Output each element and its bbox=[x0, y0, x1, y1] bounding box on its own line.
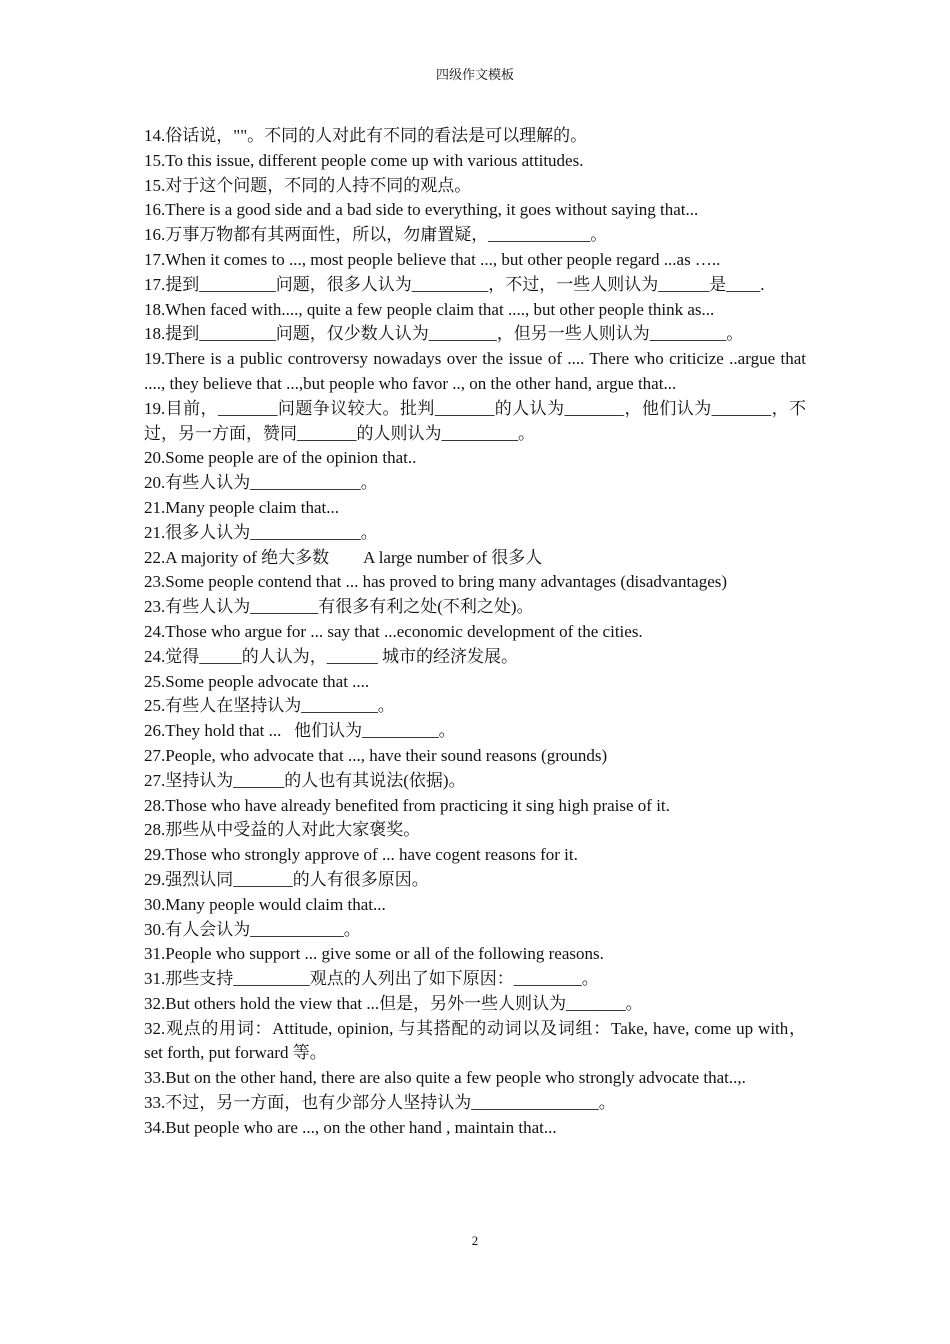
text-line: 31.People who support ... give some or all of the following reasons. bbox=[144, 944, 604, 964]
text-line: 25.Some people advocate that .... bbox=[144, 671, 370, 691]
text-line: 27.坚持认为______的人也有其说法(依据)。 bbox=[144, 770, 466, 790]
text-line: 19.目前，_______问题争议较大。批判_______的人认为_______，他们认为_______，不过，另一方面，赞同_______的人则认为_________。 bbox=[144, 398, 806, 443]
page-number: 2 bbox=[471, 1233, 479, 1248]
text-line: 30.Many people would claim that... bbox=[144, 894, 386, 914]
text-line: 32.观点的用词：Attitude, opinion, 与其搭配的动词以及词组：Take, have, come up with，set forth, put forward 等。 bbox=[144, 1018, 806, 1063]
text-line: 18.When faced with...., quite a few people claim that ...., but other people think as... bbox=[144, 299, 715, 319]
text-line: 24.觉得_____的人认为，______ 城市的经济发展。 bbox=[144, 646, 518, 666]
text-line: 31.那些支持_________观点的人列出了如下原因：________。 bbox=[144, 969, 599, 989]
text-line: 24.Those who argue for ... say that ...economic development of the cities. bbox=[144, 621, 643, 641]
page-header-title: 四级作文模板 bbox=[435, 67, 514, 82]
text-line: 21.Many people claim that... bbox=[144, 497, 339, 517]
text-line: 23.有些人认为________有很多有利之处(不利之处)。 bbox=[144, 597, 534, 617]
text-line: 33.But on the other hand, there are also quite a few people who strongly advocate that..,. bbox=[144, 1068, 746, 1088]
text-line: 33.不过，另一方面，也有少部分人坚持认为_______________。 bbox=[144, 1093, 616, 1113]
text-line: 19.There is a public controversy nowadays over the issue of .... There who criticize ..argue that ...., they believe that ...,but people who favor .., on the other hand, argue that... bbox=[144, 349, 806, 393]
text-line: 15.To this issue, different people come up with various attitudes. bbox=[144, 150, 584, 170]
text-line: 34.But people who are ..., on the other hand , maintain that... bbox=[144, 1117, 557, 1137]
text-line: 16.万事万物都有其两面性，所以，勿庸置疑，____________。 bbox=[144, 225, 608, 245]
text-line: 17.提到_________问题，很多人认为_________，不过，一些人则认为______是____. bbox=[144, 274, 765, 294]
text-line: 30.有人会认为___________。 bbox=[144, 919, 361, 939]
text-line: 20.有些人认为_____________。 bbox=[144, 473, 378, 493]
text-line: 25.有些人在坚持认为_________。 bbox=[144, 696, 395, 716]
text-line: 28.那些从中受益的人对此大家褒奖。 bbox=[144, 820, 421, 840]
text-line: 27.People, who advocate that ..., have their sound reasons (grounds) bbox=[144, 745, 608, 765]
text-line: 17.When it comes to ..., most people believe that ..., but other people regard ...as ….. bbox=[144, 249, 721, 269]
text-line: 23.Some people contend that ... has proved to bring many advantages (disadvantages) bbox=[144, 572, 728, 592]
text-line: 28.Those who have already benefited from practicing it sing high praise of it. bbox=[144, 795, 670, 815]
text-line: 32.But others hold the view that ...但是，另外一些人则认为_______。 bbox=[144, 993, 643, 1013]
text-line: 14.俗话说，""。不同的人对此有不同的看法是可以理解的。 bbox=[144, 126, 588, 145]
document-body bbox=[144, 124, 806, 1141]
text-line: 21.很多人认为_____________。 bbox=[144, 522, 378, 542]
text-line: 26.They hold that ... 他们认为_________。 bbox=[144, 721, 456, 741]
text-line: 29.强烈认同_______的人有很多原因。 bbox=[144, 869, 429, 889]
text-line: 16.There is a good side and a bad side to everything, it goes without saying that... bbox=[144, 200, 699, 220]
text-line: 20.Some people are of the opinion that.. bbox=[144, 448, 417, 468]
text-line: 18.提到_________问题，仅少数人认为________，但另一些人则认为_________。 bbox=[144, 324, 744, 344]
text-line: 22.A majority of 绝大多数 A large number of 很多人 bbox=[144, 547, 543, 567]
text-line: 15.对于这个问题，不同的人持不同的观点。 bbox=[144, 175, 472, 195]
text-line: 29.Those who strongly approve of ... have cogent reasons for it. bbox=[144, 845, 578, 865]
